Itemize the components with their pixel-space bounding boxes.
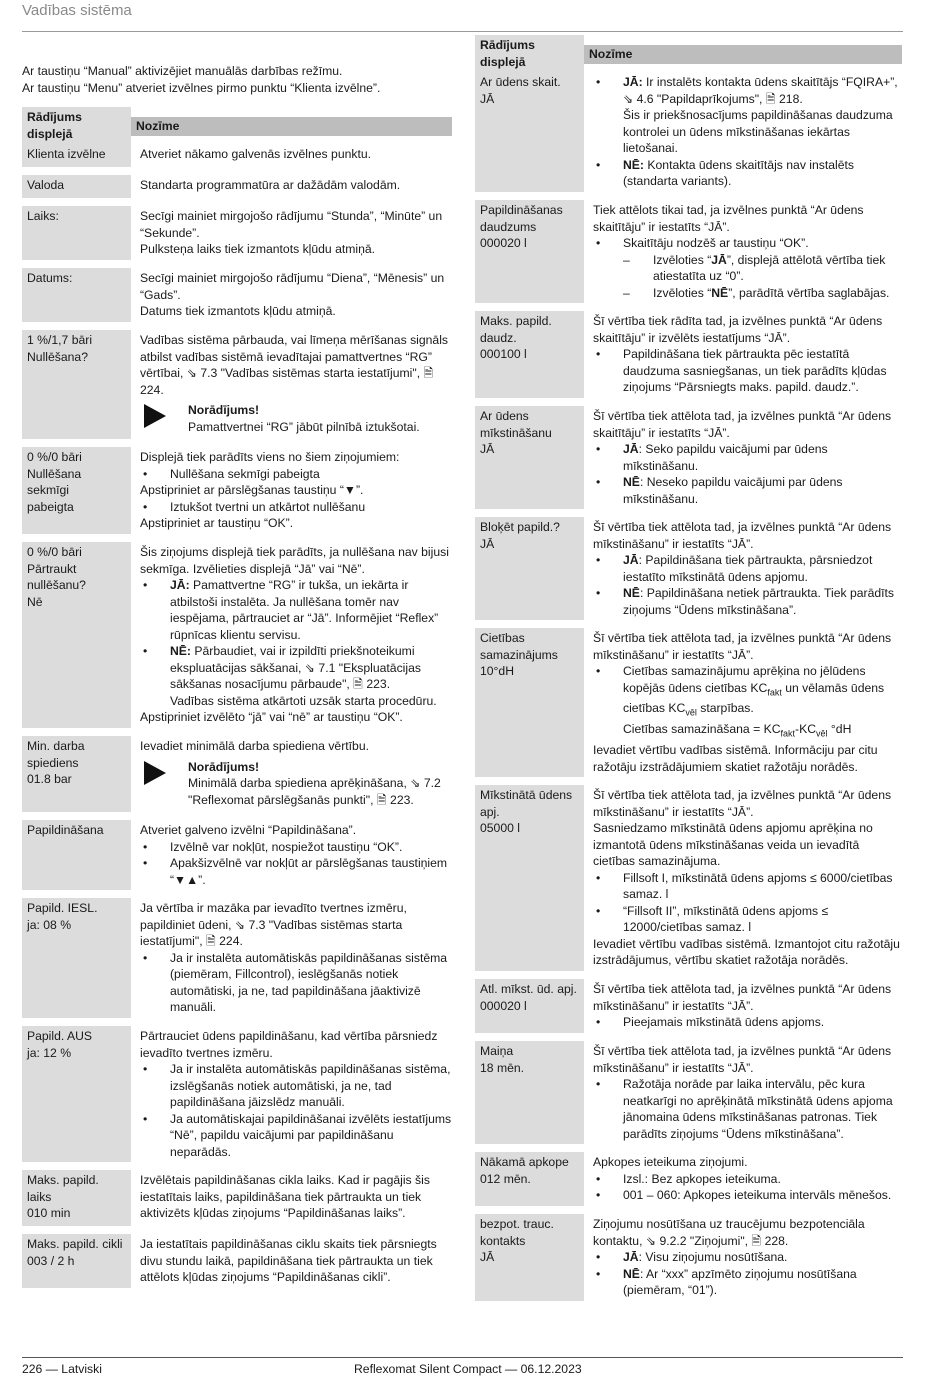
paragraph: Ziņojumu nosūtīšana uz traucējumu bezpotenciāla kontaktu, ⇘ 9.2.2 "Ziņojumi", 🗎 228.	[593, 1217, 865, 1248]
header-display-column: Rādījums displejā	[22, 107, 131, 146]
display-text: Maiņa	[480, 1044, 514, 1059]
table-row	[22, 206, 452, 260]
display-cell	[475, 311, 584, 398]
paragraph: Ievadiet vērtību vadības sistēmā. Izmantojot citu ražotāju izstrādājumus, vērtību skatiet ražotāja norādēs.	[593, 936, 900, 968]
display-text: daudzums	[480, 219, 537, 234]
table-row	[475, 200, 902, 303]
paragraph: Apstipriniet ar taustiņu “OK”.	[140, 516, 294, 530]
indented-text: Šis ir priekšnosacījums papildināšanas daudzuma kontrolei un ūdens mīkstināšanas iekārtas lietošanai.	[623, 108, 893, 155]
meaning-cell	[131, 1170, 452, 1226]
table-row	[22, 175, 452, 198]
paragraph: Apstipriniet izvēlēto “jā” vai “nē” ar taustiņu “OK”.	[140, 710, 403, 724]
display-text: Papildināšana	[27, 823, 104, 837]
meaning-cell	[584, 406, 902, 509]
display-text: Ar ūdens skait.	[480, 75, 561, 89]
display-text: ja: 12 %	[27, 1045, 72, 1060]
meaning-cell	[584, 1041, 902, 1144]
display-cell	[475, 517, 584, 620]
bullet-item: • Ražotāja norāde par laika intervālu, pēc kura neatkarīgi no aprēķinātā mīkstinātā ūdens apjoma jānomaina ūdens mīkstināšanas patronas. Tiek parādīts ziņojums “Ūdens mīkstināšana”.	[593, 1076, 902, 1142]
bullet-item: • Fillsoft I, mīkstinātā ūdens apjoms ≤ 6000/cietības samaz. l	[593, 870, 902, 903]
table-row	[22, 1026, 452, 1162]
display-cell	[22, 1170, 131, 1226]
note-title: Norādījums!	[188, 403, 260, 417]
meaning-cell	[131, 1026, 452, 1162]
header-display-column: Rādījums displejā	[475, 35, 584, 74]
table-row	[22, 1170, 452, 1226]
table-row	[22, 447, 452, 534]
paragraph: Standarta programmatūra ar dažādām valodām.	[140, 178, 401, 192]
paragraph: Šī vērtība tiek attēlota tad, ja izvēlnes punktā “Ar ūdens mīkstināšanu” ir iestatīts “JĀ”.	[593, 631, 892, 662]
meaning-cell	[131, 736, 452, 812]
dash-item: – Izvēloties “JĀ”, displejā attēlotā vērtība tiek atiestatīta uz “0”.	[593, 252, 902, 285]
bullet-item: • Skaitītāju nodzēš ar taustiņu “OK”.	[593, 235, 902, 252]
table-row	[22, 820, 452, 890]
meaning-cell	[131, 542, 452, 728]
display-cell	[475, 1041, 584, 1144]
display-text: apj.	[480, 804, 500, 819]
paragraph: Atveriet galveno izvēlni “Papildināšana”.	[140, 823, 357, 837]
bullet-item: • Pieejamais mīkstinātā ūdens apjoms.	[593, 1014, 902, 1031]
display-text: 1 %/1,7 bāri	[27, 333, 93, 347]
display-text: JĀ	[480, 536, 495, 551]
meaning-cell	[131, 144, 452, 167]
bullet-item: • JĀ: Visu ziņojumu nosūtīšana.	[593, 1249, 902, 1266]
display-cell	[475, 1214, 584, 1301]
bullet-item: • JĀ: Papildināšana tiek pārtraukta, pārsniedzot iestatīto mīkstinātā ūdens apjomu.	[593, 552, 902, 585]
display-text: Laiks:	[27, 209, 59, 223]
indented-text: Cietības samazināšana = $KC_{fakt}-KC_{vēl}$ °dH	[623, 722, 852, 739]
display-text: Papildināšanas	[480, 203, 563, 217]
display-text: Bloķēt papild.?	[480, 520, 560, 534]
paragraph: Secīgi mainiet mirgojošo rādījumu “Stunda”, “Minūte” un “Sekunde”.	[140, 209, 443, 240]
display-text: Datums:	[27, 271, 73, 285]
display-text: 000020 l	[480, 236, 527, 250]
footer-page-number: 226 — Latviski	[22, 1362, 102, 1376]
note-title: Norādījums!	[188, 759, 260, 774]
note-text: Minimālā darba spiediena aprēķināšana, ⇘ 7.2 "Reflexomat pārslēgšanās punkti", 🗎 223.	[188, 776, 441, 807]
meaning-cell	[584, 628, 902, 777]
display-cell	[475, 1152, 584, 1206]
display-cell	[22, 898, 131, 1018]
bullet-item: • Ja ir instalēta automātiskās papildināšanas sistēma (piemēram, Fillcontrol), ieslēgšanās notiek automātiski, ja ne, tad papildināšana jāaktivizē manuāli.	[140, 950, 452, 1016]
paragraph: Displejā tiek parādīts viens no šiem ziņojumiem:	[140, 450, 400, 464]
bullet-item: • Cietības samazinājumu aprēķina no jēlūdens kopējās ūdens cietības $KC_{fakt}$ un vēlamās ūdens cietības $KC_{vēl}$ starpības.	[593, 663, 902, 721]
paragraph: Ievadiet vērtību vadības sistēmā. Informāciju par citu ražotāju izstrādājumiem skatiet ražotāju norādēs.	[593, 743, 878, 774]
paragraph: Ja iestatītais papildināšanas ciklu skaits tiek pārsniegts divu stundu laikā, papildināšana tiek pārtraukta un tiek attēlots kļūdas ziņojums “Papildināšanas cikli”.	[140, 1237, 437, 1284]
footer-document-title: Reflexomat Silent Compact — 06.12.2023	[354, 1362, 582, 1376]
paragraph: Tiek attēlots tikai tad, ja izvēlnes punktā “Ar ūdens skaitītāju” ir iestatīts “JĀ”.	[593, 203, 864, 234]
paragraph: Ja vērtība ir mazāka par ievadīto tvertnes izmēru, papildiniet ūdeni, ⇘ 7.3 "Vadības sistēmas starta iestatījumi", 🗎 224.	[140, 901, 407, 948]
intro-text	[22, 63, 452, 96]
paragraph: Šī vērtība tiek attēlota tad, ja izvēlnes punktā “Ar ūdens skaitītāju” ir iestatīts “JĀ”.	[593, 409, 892, 440]
note-arrow-icon	[144, 761, 166, 785]
paragraph: Šī vērtība tiek attēlota tad, ja izvēlnes punktā “Ar ūdens mīkstināšanu” ir iestatīts “JĀ”.	[593, 1044, 892, 1075]
display-cell	[475, 406, 584, 509]
table-header	[22, 110, 452, 141]
paragraph: Pulksteņa laiks tiek izmantots kļūdu atmiņā.	[140, 242, 376, 256]
display-text: Pārtraukt	[27, 561, 77, 576]
dash-item: – Izvēloties “NĒ”, parādītā vērtība saglabājas.	[593, 285, 902, 302]
note-text: Pamattvertnei “RG” jābūt pilnībā iztukšotai.	[188, 419, 420, 434]
display-text: JĀ	[480, 1250, 495, 1265]
bullet-item: • JĀ: Seko papildu vaicājumi par ūdens mīkstināšanu.	[593, 441, 902, 474]
bullet-item: • Ja automātiskajai papildināšanai izvēlēts iestatījums “Nē”, papildu vaicājumi par papildināšanu neparādās.	[140, 1111, 452, 1161]
display-cell	[22, 1234, 131, 1288]
display-text: Nākamā apkope	[480, 1155, 569, 1170]
bullet-item: • Apakšizvēlnē var nokļūt ar pārslēgšanas taustiņiem “▼▲”.	[140, 855, 452, 888]
bullet-item: • 001 – 060: Apkopes ieteikuma intervāls mēnešos.	[593, 1187, 902, 1204]
table-row	[475, 979, 902, 1033]
display-text: Nullēšana sekmīgi	[27, 466, 82, 497]
table-row	[475, 406, 902, 509]
display-text: 010 min	[27, 1206, 71, 1220]
display-text: Cietības	[480, 631, 525, 645]
paragraph: Šī vērtība tiek rādīta tad, ja izvēlnes punktā “Ar ūdens skaitītāju” ir izvēlēts iestatījums “JĀ”.	[593, 314, 883, 345]
meaning-cell	[131, 447, 452, 534]
display-text: JĀ	[480, 442, 495, 456]
display-text: 000020 l	[480, 998, 527, 1013]
display-text: Maks. papild. laiks	[27, 1173, 99, 1204]
intro-line: Ar taustiņu “Menu” atveriet izvēlnes pirmo punktu “Klienta izvēlne”.	[22, 80, 381, 95]
display-text: bezpot. trauc.	[480, 1217, 554, 1232]
table-row	[22, 330, 452, 439]
paragraph: Šis ziņojums displejā tiek parādīts, ja nullēšana nav bijusi sekmīga. Izvēlieties displejā “Jā” vai “Nē”.	[140, 545, 449, 576]
note-arrow-icon	[144, 404, 166, 428]
display-cell	[22, 330, 131, 439]
bullet-item: • “Fillsoft II”, mīkstinātā ūdens apjoms ≤ 12000/cietības samaz. l	[593, 903, 902, 936]
display-text: Min. darba	[27, 739, 85, 753]
paragraph: Vadības sistēma pārbauda, vai līmeņa mērīšanas signāls atbilst vadības sistēmā ievadītajai pamattvertnes “RG” vērtībai, ⇘ 7.3 "Vadības sistēmas starta iestatījumi", 🗎 224.	[140, 333, 449, 397]
display-text: pabeigta	[27, 499, 74, 514]
bullet-item: • NĒ: Neseko papildu vaicājumi par ūdens mīkstināšanu.	[593, 474, 902, 507]
display-text: mīkstināšanu	[480, 425, 552, 440]
table-row	[22, 144, 452, 167]
meaning-cell	[584, 517, 902, 620]
display-text: Valoda	[27, 178, 65, 192]
bullet-item: • Izsl.: Bez apkopes ieteikuma.	[593, 1171, 902, 1188]
table-row	[22, 268, 452, 322]
paragraph: Atveriet nākamo galvenās izvēlnes punktu.	[140, 147, 372, 161]
paragraph: Secīgi mainiet mirgojošo rādījumu “Diena”, “Mēnesis” un “Gads”.	[140, 271, 445, 302]
meaning-cell	[131, 330, 452, 439]
display-text: Papild. AUS	[27, 1029, 93, 1043]
meaning-cell	[131, 898, 452, 1018]
paragraph: Datums tiek izmantots kļūdu atmiņā.	[140, 304, 336, 318]
table-row	[475, 1041, 902, 1144]
display-text: 012 mēn.	[480, 1171, 531, 1186]
table-row	[475, 1214, 902, 1301]
meaning-cell	[131, 1234, 452, 1288]
meaning-cell	[584, 200, 902, 303]
meaning-cell	[584, 785, 902, 971]
display-text: Maks. papild. cikli	[27, 1237, 123, 1251]
table-row	[475, 517, 902, 620]
table-row	[475, 1152, 902, 1206]
display-text: 000100 l	[480, 347, 527, 361]
page-header-title: Vadības sistēma	[22, 2, 132, 19]
display-cell	[475, 979, 584, 1033]
bullet-item: • JĀ: Pamattvertne “RG” ir tukša, un iekārta ir atbilstoši instalēta. Ja nullēšana tomēr nav iespējama, pārtrauciet ar “Jā”. Informējiet “Reflex” rūpnīcas klientu servisu.	[140, 577, 452, 643]
display-cell	[22, 206, 131, 260]
table-row	[22, 542, 452, 728]
display-cell	[475, 200, 584, 303]
display-text: Papild. IESL.	[27, 901, 98, 915]
table-row	[22, 898, 452, 1018]
display-text: samazinājums	[480, 647, 558, 662]
paragraph: Sasniedzamo mīkstinātā ūdens apjomu aprēķina no izmantotā ūdens mīkstināšanas veida un ievadītā cietības samazinājuma.	[593, 821, 873, 869]
display-table-left	[22, 110, 452, 1296]
paragraph: Šī vērtība tiek attēlota tad, ja izvēlnes punktā “Ar ūdens mīkstināšanu” ir iestatīts “JĀ”.	[593, 520, 892, 551]
meaning-cell	[131, 206, 452, 260]
bullet-item: • Izvēlnē var nokļūt, nospiežot taustiņu “OK”.	[140, 839, 452, 856]
meaning-cell	[584, 311, 902, 398]
display-text: spiediens	[27, 755, 79, 770]
display-cell	[22, 542, 131, 728]
table-row	[22, 736, 452, 812]
display-text: Nē	[27, 594, 43, 609]
intro-line: Ar taustiņu “Manual” aktivizējiet manuālās darbības režīmu.	[22, 64, 343, 78]
meaning-cell	[131, 175, 452, 198]
display-table-right	[475, 38, 902, 1309]
table-row	[475, 72, 902, 192]
table-row	[475, 785, 902, 971]
display-text: Klienta izvēlne	[27, 147, 106, 161]
meaning-cell	[584, 1152, 902, 1206]
display-cell	[475, 785, 584, 971]
display-text: 003 / 2 h	[27, 1253, 75, 1268]
display-cell	[22, 447, 131, 534]
display-cell	[22, 175, 131, 198]
footer-divider	[22, 1357, 903, 1358]
display-text: JĀ	[480, 91, 495, 106]
bullet-item: • NĒ: Ar “xxx” apzīmēto ziņojumu nosūtīšana (piemēram, “01”).	[593, 1266, 902, 1299]
header-meaning-column: Nozīme	[136, 119, 180, 134]
note-block	[140, 759, 452, 809]
bullet-item: • NĒ: Kontakta ūdens skaitītājs nav instalēts (standarta variants).	[593, 157, 902, 190]
header-meaning-column: Nozīme	[589, 47, 633, 62]
display-text: ja: 08 %	[27, 917, 72, 932]
display-text: Ar ūdens	[480, 409, 529, 423]
paragraph: Šī vērtība tiek attēlota tad, ja izvēlnes punktā “Ar ūdens mīkstināšanu” ir iestatīts “JĀ”.	[593, 982, 892, 1013]
display-text: 10°dH	[480, 664, 515, 678]
meaning-cell	[584, 979, 902, 1033]
bullet-item: • NĒ: Pārbaudiet, vai ir izpildīti priekšnoteikumi ekspluatācijas sākšanai, ⇘ 7.1 "Ekspluatācijas sākšanas nosacījumu pārbaude", 🗎 223.	[140, 643, 452, 693]
paragraph: Šī vērtība tiek attēlota tad, ja izvēlnes punktā “Ar ūdens mīkstināšanu” ir iestatīts “JĀ”.	[593, 788, 892, 819]
display-cell	[475, 628, 584, 777]
table-row	[22, 1234, 452, 1288]
display-text: 0 %/0 bāri	[27, 545, 82, 559]
paragraph: Apstipriniet ar pārslēgšanas taustiņu “▼”.	[140, 483, 364, 497]
table-row	[475, 311, 902, 398]
meaning-cell	[584, 72, 902, 192]
display-text: Atl. mīkst. ūd. apj.	[480, 982, 577, 997]
bullet-item: • JĀ: Ir instalēts kontakta ūdens skaitītājs “FQIRA+”, ⇘ 4.6 "Papildaprīkojums", 🗎 218.	[593, 74, 902, 107]
display-text: 18 mēn.	[480, 1060, 525, 1075]
table-header	[475, 38, 902, 69]
display-text: 05000 l	[480, 821, 520, 836]
display-text: nullēšanu?	[27, 578, 86, 592]
meaning-cell	[131, 268, 452, 322]
display-text: 0 %/0 bāri	[27, 450, 82, 464]
display-cell	[22, 736, 131, 812]
paragraph: Apkopes ieteikuma ziņojumi.	[593, 1155, 748, 1170]
display-cell	[22, 268, 131, 322]
note-block	[140, 402, 452, 435]
display-text: 01.8 bar	[27, 772, 72, 786]
display-cell	[22, 1026, 131, 1162]
bullet-item: • Iztukšot tvertni un atkārtot nullēšanu	[140, 499, 452, 516]
display-text: kontakts	[480, 1233, 526, 1248]
paragraph: Ievadiet minimālā darba spiediena vērtību.	[140, 739, 369, 753]
display-cell	[22, 144, 131, 167]
bullet-item: • Papildināšana tiek pārtraukta pēc iestatītā daudzuma sasniegšanas, un tiek parādīts kļūdas ziņojums “Pārsniegts maks. papild. daudz.”.	[593, 346, 902, 396]
paragraph: Izvēlētais papildināšanas cikla laiks. Kad ir pagājis šis iestatītais laiks, papildināšana tiek pārtraukta un tiek aktivizēts kļūdas ziņojums “Papildināšanas laiks”.	[140, 1173, 430, 1220]
bullet-item: • Nullēšana sekmīgi pabeigta	[140, 466, 452, 483]
header-divider	[22, 31, 903, 32]
paragraph: Pārtrauciet ūdens papildināšanu, kad vērtība pārsniedz ievadīto tvertnes izmēru.	[140, 1029, 438, 1060]
display-cell	[475, 72, 584, 192]
table-row	[475, 628, 902, 777]
meaning-cell	[584, 1214, 902, 1301]
display-text: daudz.	[480, 330, 517, 345]
indented-text: Vadības sistēma atkārtoti uzsāk starta procedūru.	[170, 693, 437, 708]
display-text: Maks. papild.	[480, 314, 552, 328]
display-cell	[22, 820, 131, 890]
display-text: Nullēšana?	[27, 349, 88, 364]
display-text: Mīkstinātā ūdens	[480, 788, 573, 803]
meaning-cell	[131, 820, 452, 890]
bullet-item: • NĒ: Papildināšana netiek pārtraukta. Tiek parādīts ziņojums “Ūdens mīkstināšana”.	[593, 585, 902, 618]
bullet-item: • Ja ir instalēta automātiskās papildināšanas sistēma, izslēgšanās notiek automātiski, ja ne, tad papildināšana jāizslēdz manuāli.	[140, 1061, 452, 1111]
